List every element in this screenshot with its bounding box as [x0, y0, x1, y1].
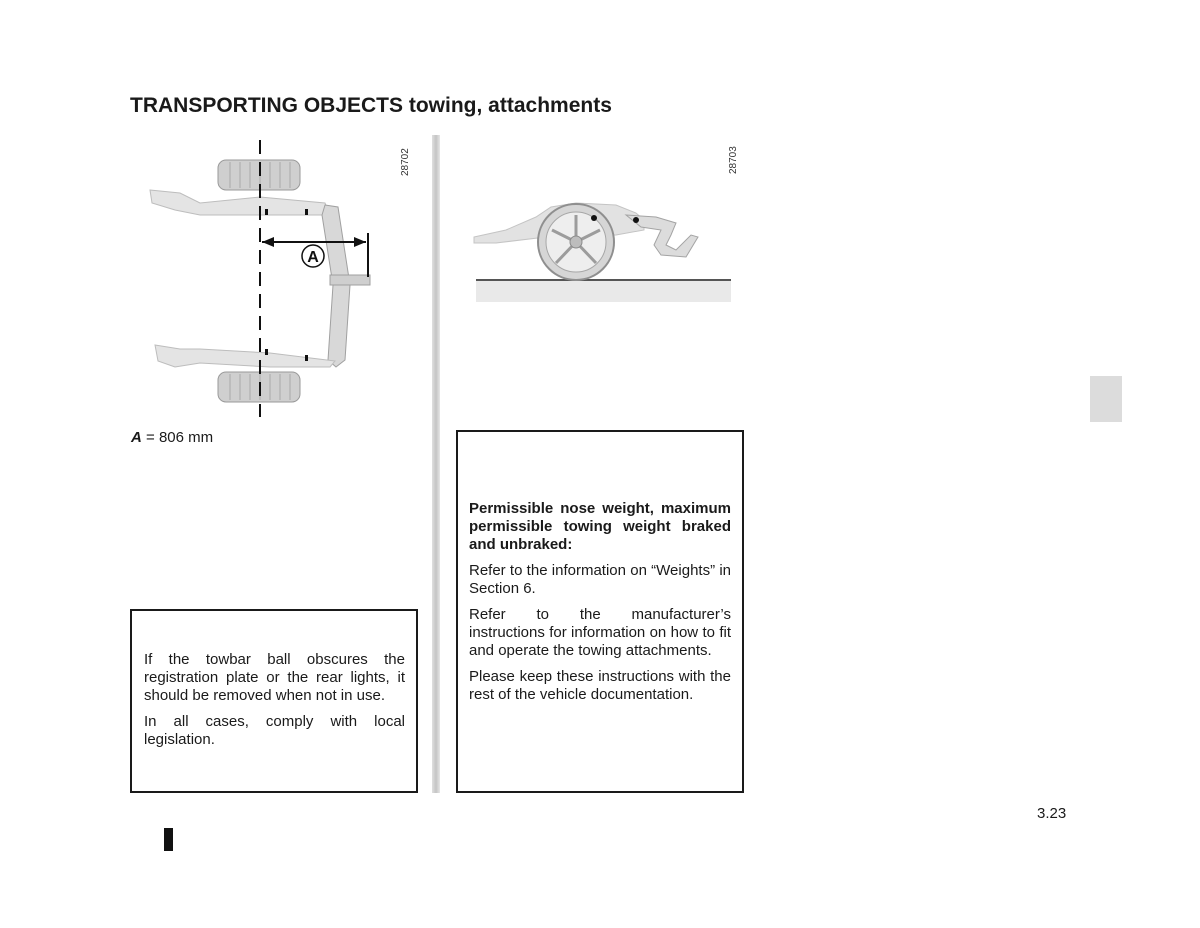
dimension-marker-label: A [307, 249, 319, 266]
note-paragraph: In all cases, comply with local legislation. [144, 713, 405, 748]
caption-value: = 806 mm [141, 429, 214, 446]
note-paragraph: Refer to the manufacturer’s instructions for information on how to fit and operate the towing attachments. [469, 606, 731, 659]
column-divider [432, 135, 440, 793]
note-paragraph: If the towbar ball obscures the registration plate or the rear lights, it should be removed when not in use. [144, 651, 405, 704]
figure-number-left: 28702 [400, 148, 411, 176]
towbar-top-view-drawing [140, 135, 420, 425]
note-box-towbar-ball [130, 609, 418, 793]
caption-label: A [131, 429, 142, 446]
figure-number-right: 28703 [728, 146, 739, 174]
towbar-side-view-figure [466, 175, 741, 315]
towbar-side-view-drawing [466, 175, 741, 315]
note-heading: Permissible nose weight, maximum permissible towing weight braked and unbraked: [469, 500, 731, 553]
crop-mark [164, 828, 173, 851]
page-number: 3.23 [1037, 805, 1067, 822]
dimension-caption [131, 429, 213, 446]
note-paragraph: Refer to the information on “Weights” in Section 6. [469, 562, 731, 597]
towbar-top-view-figure [140, 135, 420, 425]
note-paragraph: Please keep these instructions with the rest of the vehicle documentation. [469, 668, 731, 703]
note-box-towing-weights [456, 430, 744, 793]
page-title: TRANSPORTING OBJECTS towing, attachments [130, 94, 612, 117]
section-tab-marker [1090, 376, 1122, 422]
